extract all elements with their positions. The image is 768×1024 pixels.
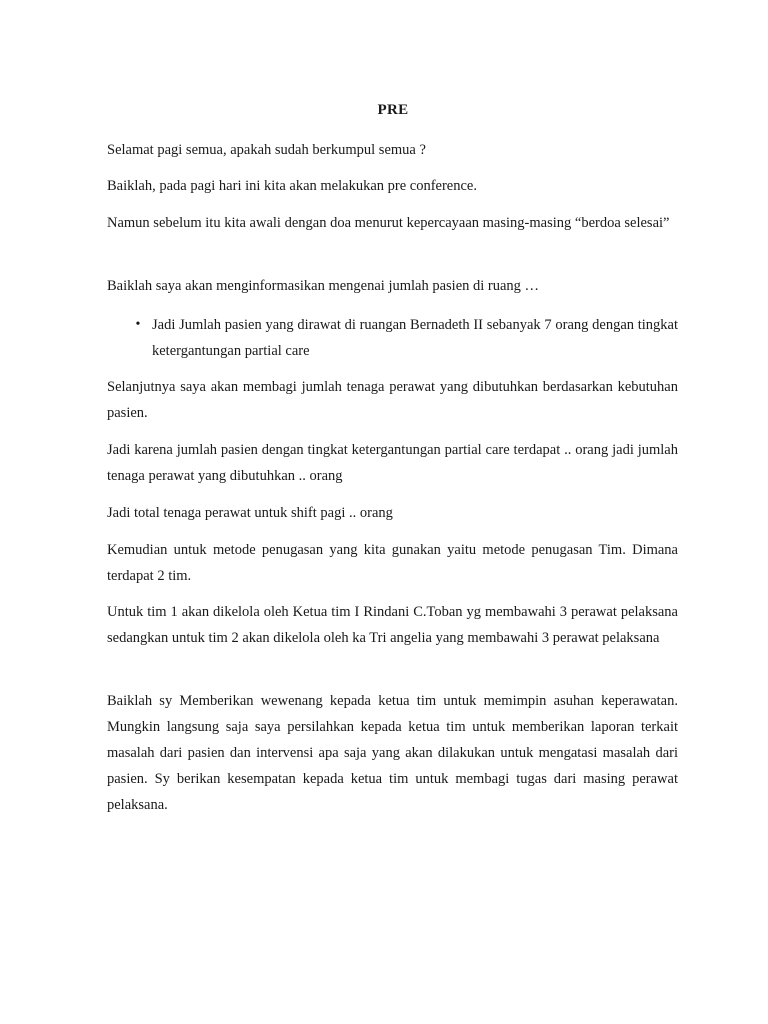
document-title: PRE [377,102,409,118]
paragraph-staff-count: Jadi karena jumlah pasien dengan tingkat ketergantungan partial care terdapat .. orang jadi jumlah tenaga perawat yang dibutuhkan .. orang [107,442,678,484]
paragraph-prayer: Namun sebelum itu kita awali dengan doa menurut kepercayaan masing-masing “berdoa selesai” [107,215,670,231]
bullet-list-item [107,312,678,364]
paragraph-total-staff: Jadi total tenaga perawat untuk shift pagi .. orang [107,505,393,521]
paragraph-teams: Untuk tim 1 akan dikelola oleh Ketua tim I Rindani C.Toban yg membawahi 3 perawat pelaksana sedangkan untuk tim 2 akan dikelola oleh ka Tri angelia yang membawahi 3 perawat pelaksana [107,604,678,646]
paragraph-greeting: Selamat pagi semua, apakah sudah berkumpul semua ? [107,142,426,158]
bullet-icon: • [135,317,141,332]
paragraph-method: Kemudian untuk metode penugasan yang kita gunakan yaitu metode penugasan Tim. Dimana terdapat 2 tim. [107,542,678,584]
paragraph-staffing: Selanjutnya saya akan membagi jumlah tenaga perawat yang dibutuhkan berdasarkan kebutuhan pasien. [107,379,678,421]
bullet-text: Jadi Jumlah pasien yang dirawat di ruangan Bernadeth II sebanyak 7 orang dengan tingkat ketergantungan partial care [152,317,678,359]
paragraph-patient-info: Baiklah saya akan menginformasikan mengenai jumlah pasien di ruang … [107,278,540,294]
paragraph-authority: Baiklah sy Memberikan wewenang kepada ketua tim untuk memimpin asuhan keperawatan. Mungkin langsung saja saya persilahkan kepada ketua tim untuk memberikan laporan terkait masalah dari pasien dan intervensi apa saja yang akan dilakukan untuk mengatasi masalah dari pasien. Sy berikan kesempatan kepada ketua tim untuk membagi tugas dari masing perawat pelaksana. [107,693,678,813]
paragraph-intro: Baiklah, pada pagi hari ini kita akan melakukan pre conference. [107,178,477,194]
